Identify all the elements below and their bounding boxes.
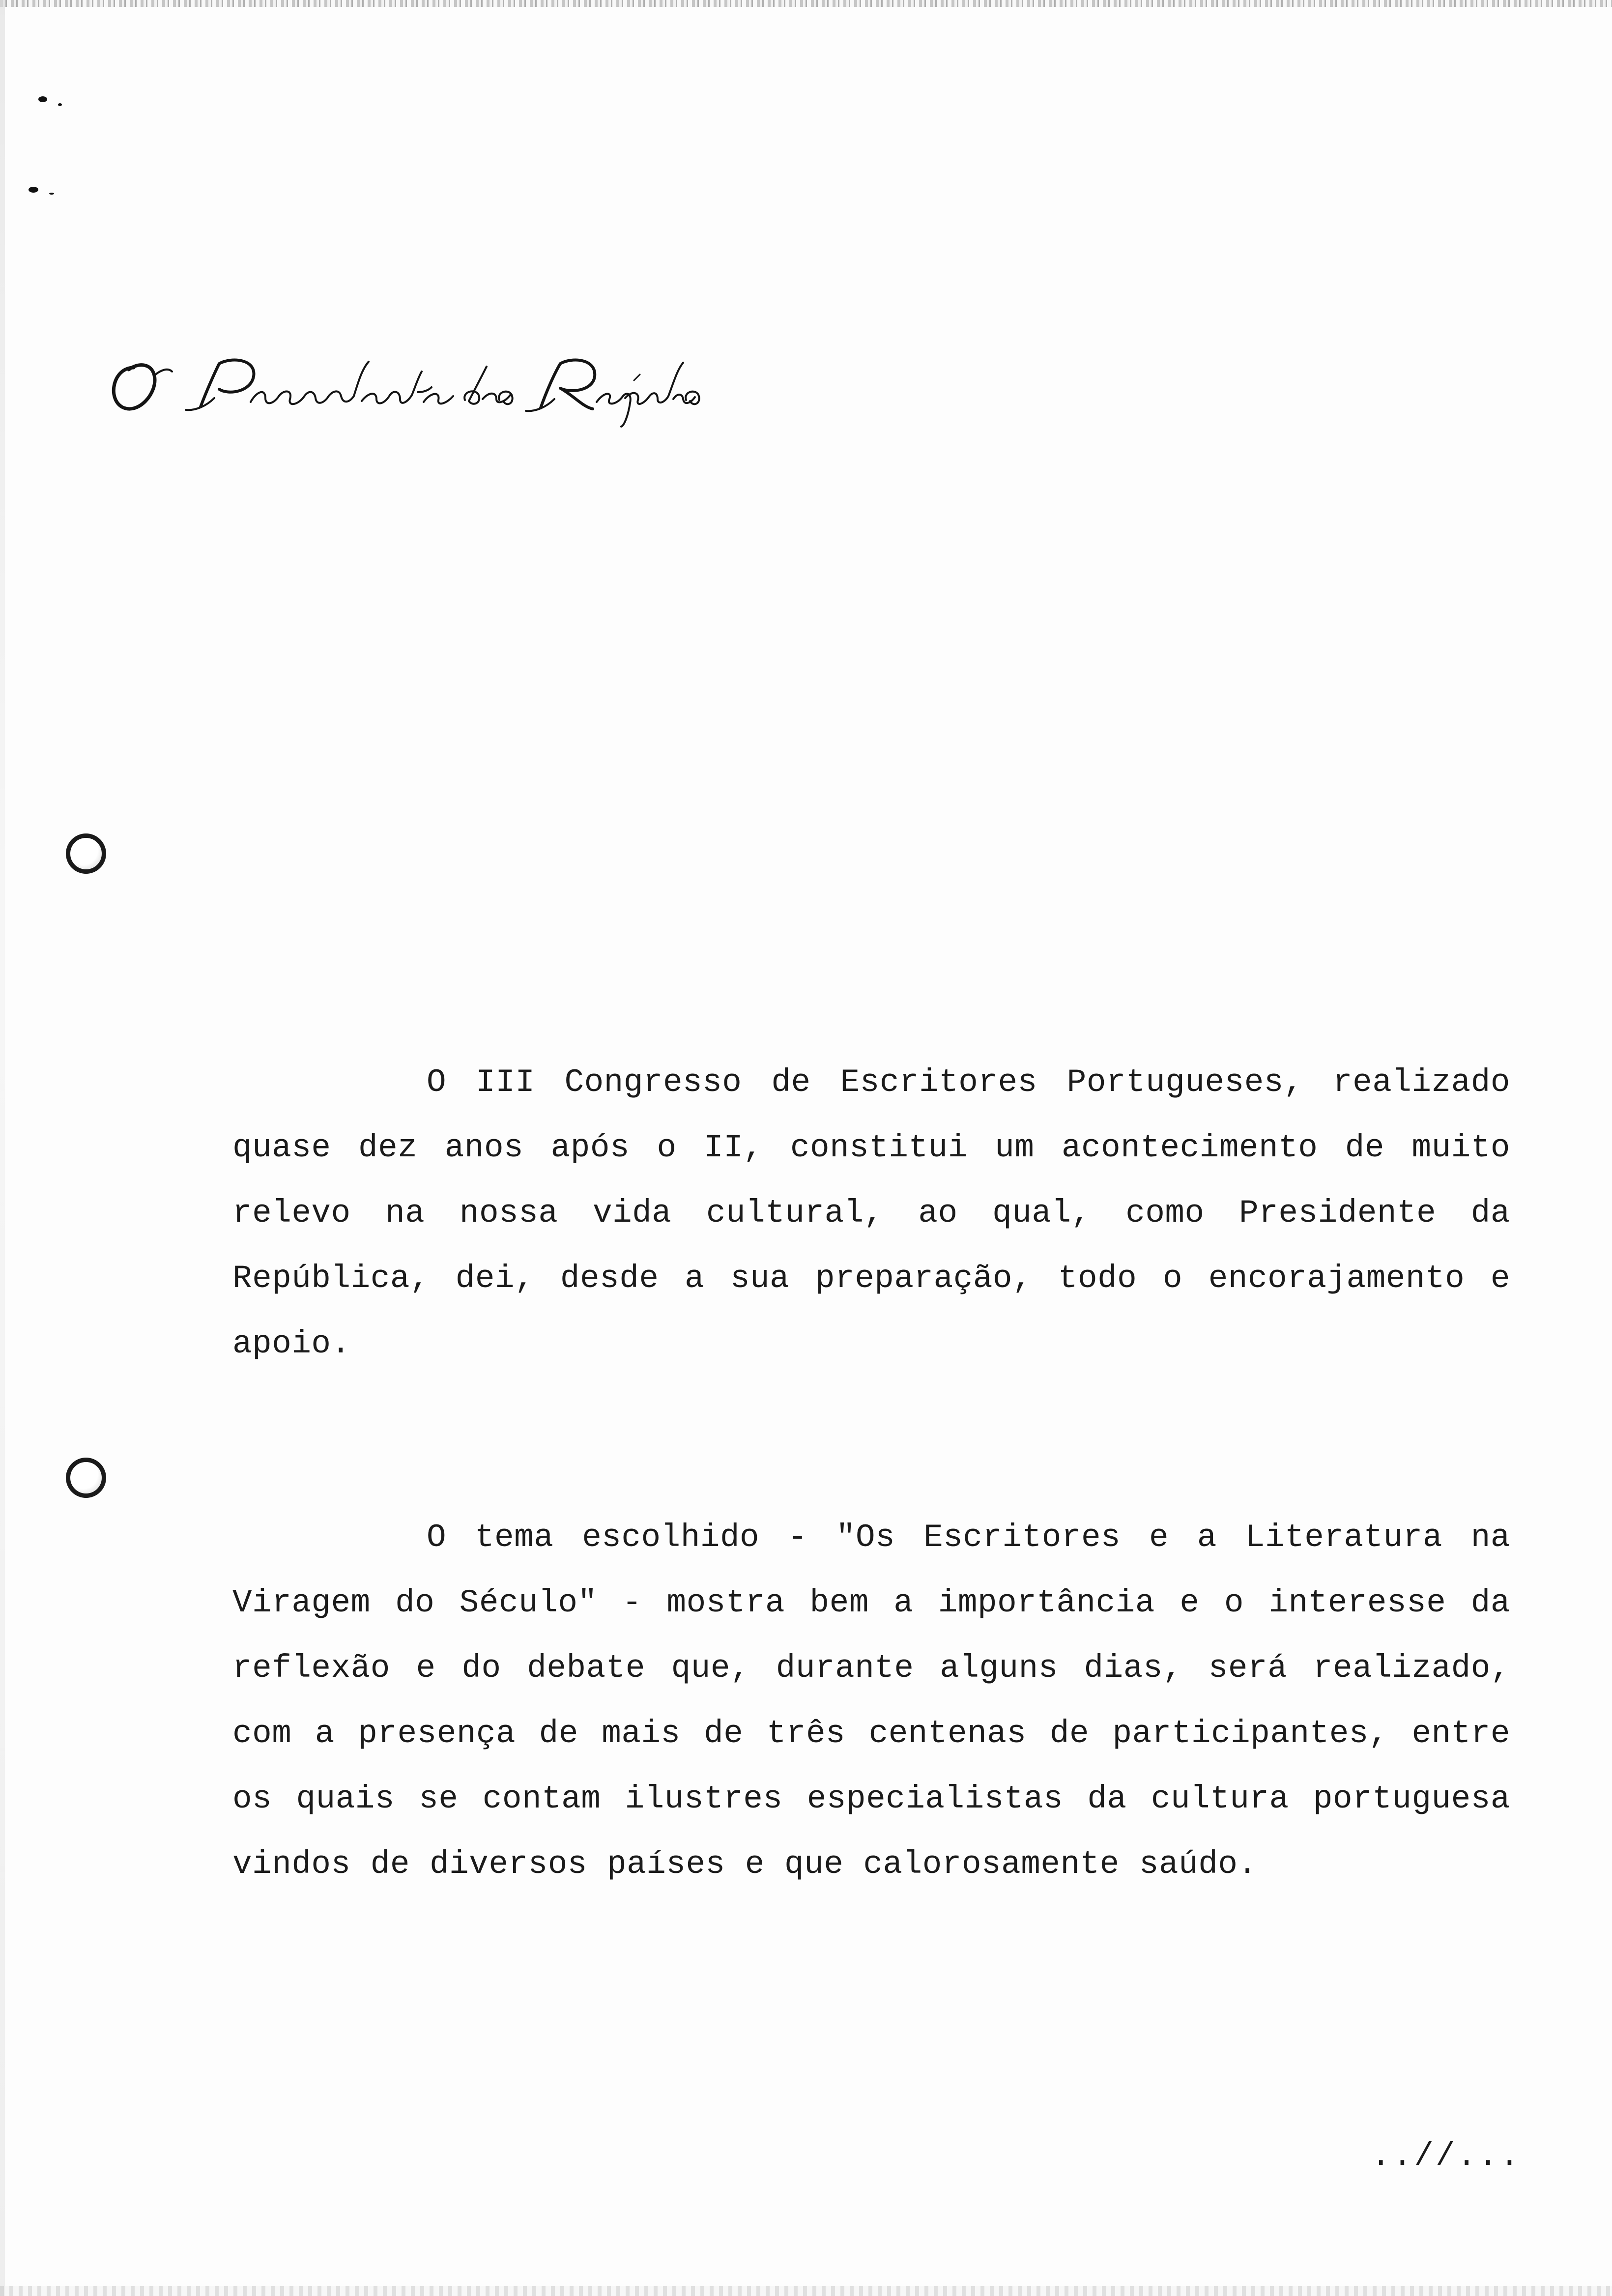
scan-speck [29, 187, 38, 193]
scan-edge-bottom [0, 2286, 1612, 2296]
punch-hole-upper [66, 833, 106, 874]
scan-edge-left [0, 0, 5, 2296]
body-paragraph: O III Congresso de Escritores Portugueses, realizado quase dez anos após o II, constitui um acontecimento de muito relevo na nossa vida cultural, ao qual, como Presidente da República, dei, desde a sua preparação, todo o encorajamento e apoio. [232, 1064, 1510, 1362]
page-continuation-mark: ..//... [1371, 2138, 1522, 2175]
punch-hole-lower [66, 1458, 106, 1498]
scan-speck [38, 96, 47, 102]
scan-speck [49, 193, 54, 195]
scan-edge-top [0, 0, 1612, 7]
scan-speck [58, 103, 62, 106]
letterhead-script [103, 344, 708, 428]
body-paragraph: O tema escolhido - "Os Escritores e a Literatura na Viragem do Século" - mostra bem a importância e o interesse da reflexão e do debate que, durante alguns dias, será realizado, com a presença de mais de três centenas de participantes, entre os quais se contam ilustres especialistas da cultura portuguesa vindos de diversos países e que calorosamente saúdo. [232, 1519, 1510, 1883]
letterhead-logo-art [103, 344, 708, 428]
